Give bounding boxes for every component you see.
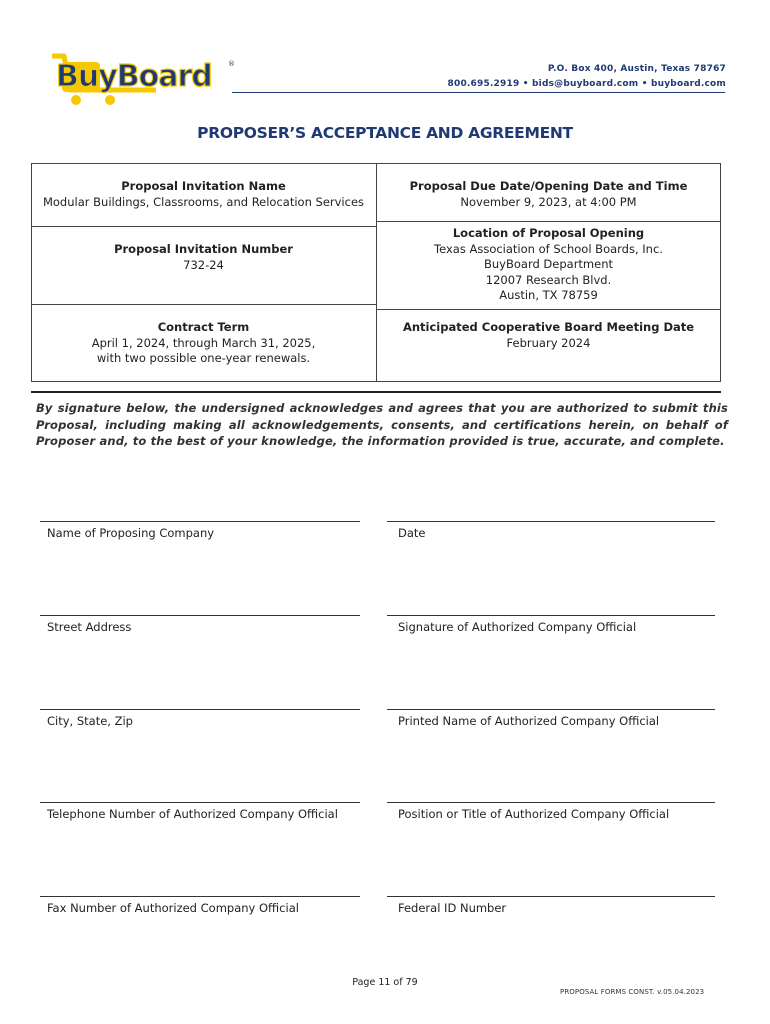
invitation-number-value: 732-24 <box>183 257 224 272</box>
location-line: Texas Association of School Boards, Inc. <box>434 241 663 256</box>
contract-term-line: with two possible one-year renewals. <box>96 351 311 365</box>
fax-label: Fax Number of Authorized Company Official <box>47 901 299 915</box>
acknowledgement-paragraph: By signature below, the undersigned acknowledges and agrees that you are authorized to submit this Proposal, including making all acknowledgements, consents, and certifications herein, on behalf of Proposer and, to the best of your knowledge, the information provided is true, accurate, and complete. <box>36 401 728 448</box>
board-meeting-value: February 2024 <box>506 335 591 350</box>
contract-term-line: April 1, 2024, through March 31, 2025, <box>91 335 316 350</box>
proposing-company-label: Name of Proposing Company <box>47 526 215 540</box>
federal-id-line[interactable] <box>387 896 715 897</box>
position-title-line[interactable] <box>387 802 715 803</box>
telephone-label: Telephone Number of Authorized Company Official <box>47 807 338 821</box>
signature-line[interactable] <box>387 615 715 616</box>
cell-board-meeting <box>376 320 721 351</box>
federal-id-label: Federal ID Number <box>398 901 507 915</box>
due-date-value: November 9, 2023, at 4:00 PM <box>460 194 637 209</box>
table-rule <box>376 221 721 222</box>
svg-text:BuyBoard: BuyBoard <box>56 59 212 94</box>
city-state-zip-label: City, State, Zip <box>47 714 133 728</box>
printed-name-line[interactable] <box>387 709 715 710</box>
table-rule <box>31 226 376 227</box>
invitation-name-value: Modular Buildings, Classrooms, and Relocation Services <box>42 194 365 209</box>
form-version: PROPOSAL FORMS CONST. v.05.04.2023 <box>560 988 705 996</box>
table-rule <box>31 304 376 305</box>
invitation-name-label: Proposal Invitation Name <box>121 179 286 193</box>
location-line: BuyBoard Department <box>483 257 614 271</box>
board-meeting-label: Anticipated Cooperative Board Meeting Date <box>402 320 695 334</box>
location-line: Austin, TX 78759 <box>499 288 598 302</box>
date-label: Date <box>398 526 426 540</box>
header-rule <box>232 92 725 93</box>
position-title-label: Position or Title of Authorized Company Official <box>398 807 670 821</box>
proposing-company-line[interactable] <box>40 521 360 522</box>
due-date-label: Proposal Due Date/Opening Date and Time <box>409 179 688 193</box>
buyboard-logo <box>48 50 238 110</box>
printed-name-label: Printed Name of Authorized Company Official <box>398 714 660 728</box>
page-number: Page 11 of 79 <box>352 977 418 988</box>
svg-text:®: ® <box>228 60 235 68</box>
cell-invitation-name <box>31 179 376 210</box>
cell-contract-term <box>31 320 376 367</box>
header-contact: 800.695.2919 • bids@buyboard.com • buyboard.com <box>447 79 726 89</box>
header-address: P.O. Box 400, Austin, Texas 78767 <box>547 64 726 74</box>
location-label: Location of Proposal Opening <box>452 226 645 240</box>
fax-line[interactable] <box>40 896 360 897</box>
street-address-label: Street Address <box>47 620 132 634</box>
telephone-line[interactable] <box>40 802 360 803</box>
cell-location <box>376 226 721 304</box>
date-line[interactable] <box>387 521 715 522</box>
invitation-number-label: Proposal Invitation Number <box>114 242 293 256</box>
cell-due-date <box>376 179 721 210</box>
table-bottom-bar <box>31 391 721 393</box>
location-line: 12007 Research Blvd. <box>485 272 612 287</box>
signature-label: Signature of Authorized Company Official <box>398 620 637 634</box>
street-address-line[interactable] <box>40 615 360 616</box>
table-rule <box>376 309 721 310</box>
contract-term-label: Contract Term <box>157 320 250 334</box>
document-title: PROPOSER’S ACCEPTANCE AND AGREEMENT <box>197 124 573 142</box>
city-state-zip-line[interactable] <box>40 709 360 710</box>
cell-invitation-number <box>31 242 376 273</box>
